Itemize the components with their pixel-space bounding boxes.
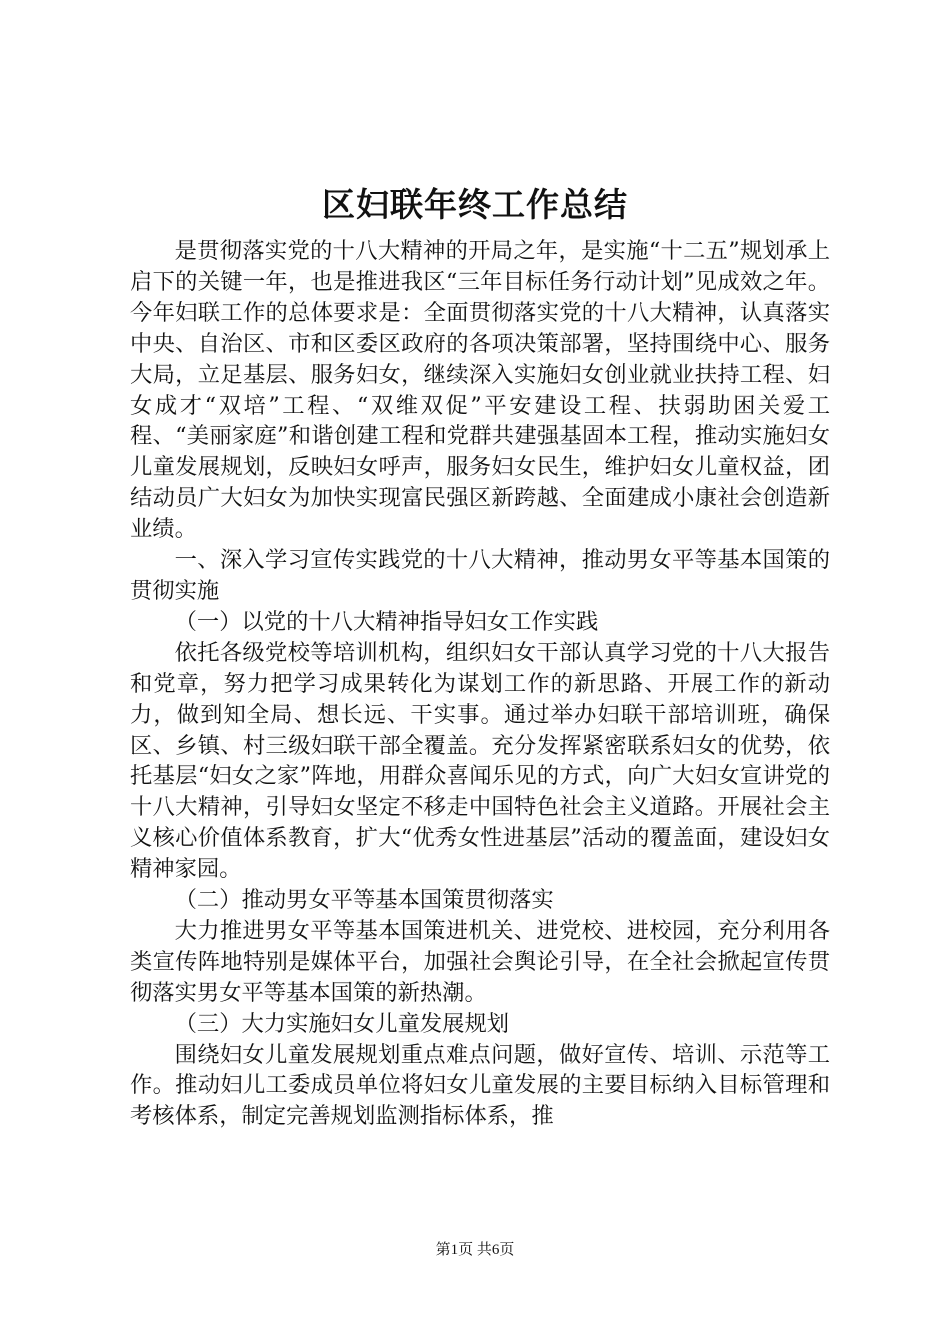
document-title: 区妇联年终工作总结	[322, 185, 628, 224]
body-paragraph: 大力推进男女平等基本国策进机关、进党校、进校园，充分利用各类宣传阵地特别是媒体平台，加强社会舆论引导，在全社会掀起宣传贯彻落实男女平等基本国策的新热潮。	[130, 917, 830, 1006]
intro-paragraph: 是贯彻落实党的十八大精神的开局之年，是实施“十二五”规划承上启下的关键一年，也是推进我区“三年目标任务行动计划”见成效之年。今年妇联工作的总体要求是：全面贯彻落实党的十八大精神，认真落实中央、自治区、市和区委区政府的各项决策部署，坚持围绕中心、服务大局，立足基层、服务妇女，继续深入实施妇女创业就业扶持工程、妇女成才“双培”工程、“双维双促”平安建设工程、扶弱助困关爱工程、“美丽家庭”和谐创建工程和党群共建强基固本工程，推动实施妇女儿童发展规划，反映妇女呼声，服务妇女民生，维护妇女儿童权益，团结动员广大妇女为加快实现富民强区新跨越、全面建成小康社会创造新业绩。	[130, 238, 830, 543]
section-heading-1: 一、深入学习宣传实践党的十八大精神，推动男女平等基本国策的贯彻实施	[130, 547, 830, 604]
page-number-footer: 第1页 共6页	[435, 1242, 515, 1258]
subsection-heading-3: （三）大力实施妇女儿童发展规划	[174, 1010, 510, 1037]
document-body	[130, 236, 830, 1132]
subsection-heading-2: （二）推动男女平等基本国策贯彻落实	[174, 887, 554, 914]
body-paragraph: 依托各级党校等培训机构，组织妇女干部认真学习党的十八大报告和党章，努力把学习成果转化为谋划工作的新思路、开展工作的新动力，做到知全局、想长远、干实事。通过举办妇联干部培训班，确保区、乡镇、村三级妇联干部全覆盖。充分发挥紧密联系妇女的优势，依托基层“妇女之家”阵地，用群众喜闻乐见的方式，向广大妇女宣讲党的十八大精神，引导妇女坚定不移走中国特色社会主义道路。开展社会主义核心价值体系教育，扩大“优秀女性进基层”活动的覆盖面，建设妇女精神家园。	[130, 639, 830, 883]
subsection-heading-1: （一）以党的十八大精神指导妇女工作实践	[174, 608, 599, 635]
body-paragraph: 围绕妇女儿童发展规划重点难点问题，做好宣传、培训、示范等工作。推动妇儿工委成员单位将妇女儿童发展的主要目标纳入目标管理和考核体系，制定完善规划监测指标体系，推	[130, 1041, 830, 1130]
